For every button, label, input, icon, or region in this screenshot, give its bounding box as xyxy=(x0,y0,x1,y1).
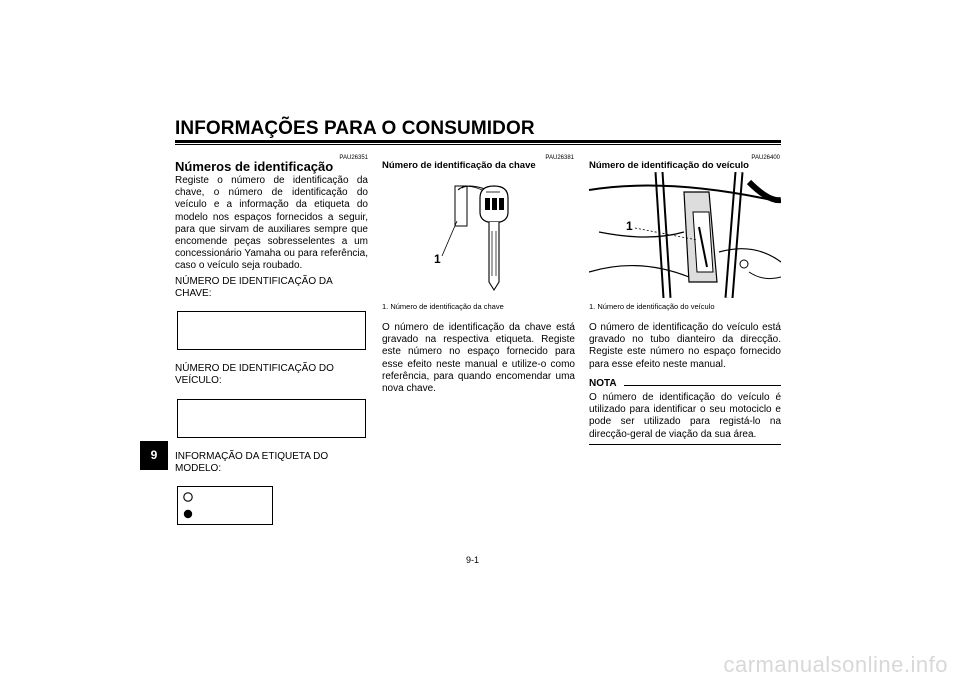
right-ref-code: PAU26400 xyxy=(751,155,780,161)
model-label-label: INFORMAÇÃO DA ETIQUETA DO MODELO: xyxy=(175,451,329,475)
intro-paragraph: Registe o número de identificação da chave, o número de identificação do veículo e a informação da etiqueta do modelo nos espaços fornecidos a seguir, para que sirvam de auxiliares sempre que encomende peças sobresselentes a um concessionário Yamaha ou para referência, caso o veículo seja roubado. xyxy=(175,175,368,272)
vehicle-illustration xyxy=(589,172,781,298)
middle-ref-code: PAU26381 xyxy=(545,155,574,161)
vehicle-number-field[interactable] xyxy=(177,399,366,438)
key-number-field[interactable] xyxy=(177,311,366,350)
note-rule-top xyxy=(624,385,781,386)
note-rule-bottom xyxy=(589,444,781,445)
watermark: carmanualsonline.info xyxy=(723,652,948,677)
model-label-symbols xyxy=(178,487,272,524)
section-heading: Números de identificação xyxy=(175,159,334,174)
key-caption: 1. Número de identificação da chave xyxy=(382,302,504,311)
note-text: O número de identificação do veículo é utilizado para identificar o seu motociclo e pode ser utilizado para registá-lo na direcção-geral de viação da sua área. xyxy=(589,392,781,440)
vehicle-number-label: NÚMERO DE IDENTIFICAÇÃO DO VEÍCULO: xyxy=(175,363,334,387)
page-number: 9-1 xyxy=(466,555,480,565)
page-title: INFORMAÇÕES PARA O CONSUMIDOR xyxy=(175,118,535,139)
key-section-heading: Número de identificação da chave xyxy=(382,160,536,171)
note-label: NOTA xyxy=(589,378,617,389)
key-number-label: NÚMERO DE IDENTIFICAÇÃO DA CHAVE: xyxy=(175,276,333,300)
title-rule xyxy=(175,140,781,143)
vehicle-section-heading: Número de identificação do veículo xyxy=(589,160,749,171)
key-paragraph: O número de identificação da chave está gravado na respectiva etiqueta. Registe este número no espaço fornecido para esse efeito neste manual e utilize-o como referência, para quando encomendar uma nova chave. xyxy=(382,322,575,395)
key-callout-number: 1 xyxy=(434,252,441,266)
vehicle-callout-number: 1 xyxy=(626,219,633,233)
left-ref-code: PAU26351 xyxy=(339,155,368,161)
key-illustration xyxy=(382,176,575,298)
title-rule-thin xyxy=(175,144,781,145)
model-label-field[interactable] xyxy=(177,486,273,525)
chapter-tab: 9 xyxy=(140,441,168,470)
vehicle-paragraph: O número de identificação do veículo está gravado no tubo dianteiro da direcção. Registe este número no espaço fornecido para esse efeito neste manual. xyxy=(589,322,781,370)
vehicle-caption: 1. Número de identificação do veículo xyxy=(589,302,715,311)
